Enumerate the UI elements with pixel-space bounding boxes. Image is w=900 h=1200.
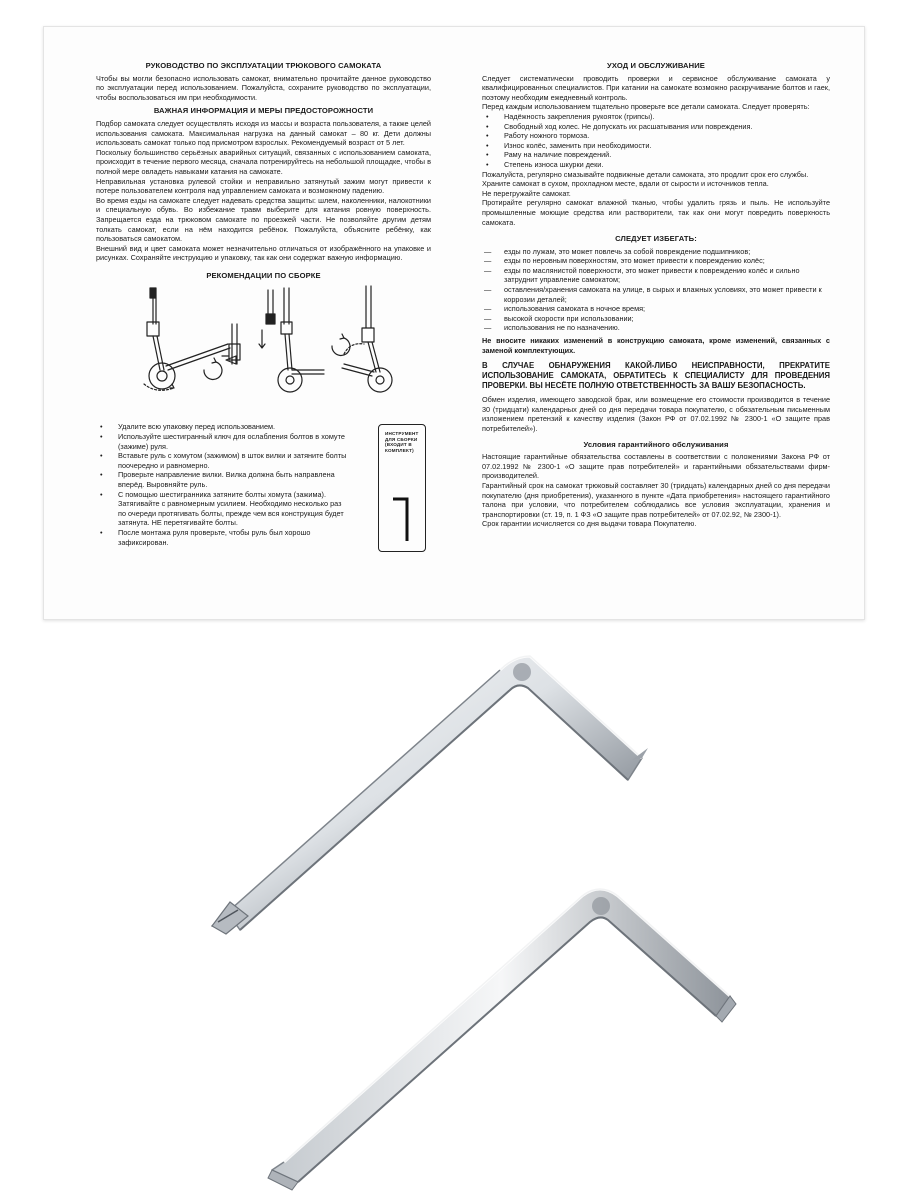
list-item: • Раму на наличие повреждений. [482, 150, 830, 160]
care-note: Не перегружайте самокат. [482, 188, 571, 198]
list-item: • С помощью шестигранника затяните болты хомута (зажима). Затягивайте с равномерным усилием. Необходимо несколько раз по очереди протягивать болты, прежде чем вся конструкция будет затянута. НЕ перетягивайте болты. [96, 490, 351, 528]
list-item: — использования не по назначению. [482, 323, 830, 333]
manual-intro: Чтобы вы могли безопасно использовать самокат, внимательно прочитайте данное руководство по эксплуатации перед использованием. Пожалуйста, сохраните руководство по эксплуатации, чтобы воспользоваться им при необходимости. [96, 73, 431, 102]
avoid-list [482, 247, 830, 333]
safety-paragraph: Во время езды на самокате следует надевать средства защиты: шлем, наколенники, налокотники и специальную обувь. Во избежание травм выберите для катания ровную поверхность. Запрещается езда на трюковом самокате по проезжей части. Не позволяйте другим детям толкать самокат, если на нём находится ребёнок. Пожалуйста, объясните ребёнку, как пользоваться самокатом. [96, 195, 431, 244]
warranty-paragraph: Настоящие гарантийные обязательства составлены в соответствии с положениями Закона РФ от 07.02.1992 № 2300-1 «О защите прав потребителей» и гарантийными обязательствами фирм-производителей. [482, 452, 830, 481]
list-item: — оставления/хранения самоката на улице, в сырых и влажных условиях, это может привести к коррозии деталей; [482, 285, 830, 304]
rotate-arrow-icon [204, 362, 222, 379]
exchange-terms: Обмен изделия, имеющего заводской брак, или возмещение его стоимости производится в течение 30 (тридцати) календарных дней со дня передачи товара покупателю, с обязательным письменным изложением претензий к качеству изделия (Закон РФ от 07.02.1992 № 2300-1 «О защите прав потребителей»). [482, 395, 830, 433]
safety-paragraph: Поскольку большинство серьёзных аварийных ситуаций, связанных с использованием самоката, происходит в течение первого месяца, сначала потренируйтесь на небольшой площадке, чтобы в полной мере овладеть навыками катания на самокате. [96, 147, 431, 176]
list-item: • После монтажа руля проверьте, чтобы руль был хорошо зафиксирован. [96, 528, 351, 547]
tool-included-box [378, 424, 426, 552]
list-item: • Надёжность закрепления рукояток (грипсы). [482, 112, 830, 122]
list-item: — езды по неровным поверхностям, это может привести к повреждению колёс; [482, 256, 830, 266]
manual-title: РУКОВОДСТВО ПО ЭКСПЛУАТАЦИИ ТРЮКОВОГО САМОКАТА [145, 61, 382, 70]
list-item: • Используйте шестигранный ключ для ослабления болтов в хомуте (зажиме) руля. [96, 432, 351, 451]
malfunction-warning: В СЛУЧАЕ ОБНАРУЖЕНИЯ КАКОЙ-ЛИБО НЕИСПРАВНОСТИ, ПРЕКРАТИТЕ ИСПОЛЬЗОВАНИЕ САМОКАТА, ОБРАТИТЕСЬ К СПЕЦИАЛИСТУ ДЛЯ ПРОВЕДЕНИЯ ПРОВЕРКИ. ВЫ НЕСЁТЕ ПОЛНУЮ ОТВЕТСТВЕННОСТЬ ЗА ВАШУ БЕЗОПАСНОСТЬ. [482, 361, 830, 391]
assembly-title: РЕКОМЕНДАЦИИ ПО СБОРКЕ [206, 270, 321, 280]
list-item: — езды по маслянистой поверхности, это может привести к повреждению колёс и сильно затруднит управление самокатом; [482, 266, 830, 285]
care-check-intro: Перед каждым использованием тщательно проверьте все детали самоката. Следует проверять: [482, 102, 810, 112]
toolbox-label: ИНСТРУМЕНТ ДЛЯ СБОРКИ (ВХОДИТ В КОМПЛЕКТ) [385, 431, 419, 453]
no-changes-warning: Не вносите никаких изменений в конструкцию самоката, кроме изменений, связанных с заменой комплектующих. [482, 336, 830, 355]
warranty-paragraph: Гарантийный срок на самокат трюковый составляет 30 (тридцать) календарных дней со дня передачи покупателю (дня приобретения), указанного в пункте «Дата приобретения» настоящего гарантийного талона при условии, что потребителем соблюдались все условия эксплуатации, хранения и транспортировки (ст. 19, п. 1 ФЗ «О защите прав потребителей» от 07.02.92, № 2300-1). [482, 480, 831, 519]
safety-title: ВАЖНАЯ ИНФОРМАЦИЯ И МЕРЫ ПРЕДОСТОРОЖНОСТИ [153, 106, 374, 116]
list-item: — высокой скорости при использовании; [482, 314, 830, 324]
list-item: • Вставьте руль с хомутом (зажимом) в шток вилки и затяните болты поочередно и равномерно. [96, 451, 351, 470]
assembly-steps-section [96, 422, 431, 547]
assembly-illustration [96, 284, 431, 414]
safety-paragraph: Подбор самоката следует осуществлять исходя из массы и возраста пользователя, а также целей использования самоката. Максимальная нагрузка на данный самокат – 80 кг. Дети должны использовать самокат только под присмотром взрослых. Рекомендуемый возраст от 5 лет. [96, 118, 431, 148]
care-note: Протирайте регулярно самокат влажной тканью, чтобы удалить грязь и пыль. Не используйте промышленные моющие средства или растворители, так как они могут повредить поверхность самоката. [482, 198, 830, 227]
warranty-paragraph: Срок гарантии исчисляется со дня выдачи товара Покупателю. [482, 519, 697, 529]
list-item: • Проверьте направление вилки. Вилка должна быть направлена вперёд. Выровняйте руль. [96, 470, 351, 489]
care-note: Храните самокат в сухом, прохладном месте, вдали от сырости и источников тепла. [482, 179, 769, 189]
safety-paragraph: Неправильная установка рулевой стойки и неправильно затянутый зажим могут привести к потере пользователем контроля над управлением самоката и возможному падению. [96, 176, 431, 196]
list-item: • Работу ножного тормоза. [482, 131, 830, 141]
warranty-title: Условия гарантийного обслуживания [583, 439, 729, 449]
hex-key-icon [389, 495, 419, 545]
instruction-sheet [43, 26, 865, 620]
avoid-title: СЛЕДУЕТ ИЗБЕГАТЬ: [615, 234, 697, 244]
list-item: • Степень износа шкурки деки. [482, 160, 830, 170]
list-item: • Удалите всю упаковку перед использованием. [96, 422, 351, 432]
care-note: Пожалуйста, регулярно смазывайте подвижные детали самоката, это продлит срок его службы. [482, 169, 809, 179]
list-item: — использования самоката в ночное время; [482, 304, 830, 314]
care-intro: Следует систематически проводить проверки и сервисное обслуживание самоката у квалифицированных специалистов. При катании на самокате возможно раскручивание болтов и гаек, поэтому необходим ежедневный контроль. [482, 73, 830, 102]
safety-paragraph: Внешний вид и цвет самоката может незначительно отличаться от изображённого на упаковке и рисунках. Сохраняйте инструкцию и упаковку, так как они содержат важную информацию. [96, 243, 431, 263]
left-column [96, 57, 431, 547]
right-column [482, 57, 830, 529]
hex-key-tool-photo [212, 656, 648, 934]
list-item: • Износ колёс, заменить при необходимости. [482, 141, 830, 151]
assembly-steps-list [96, 422, 351, 547]
care-checks-list [482, 112, 830, 170]
scooter-assembly-illustration [96, 284, 431, 414]
hex-key-tool-photo [268, 889, 736, 1190]
list-item: • Свободный ход колес. Не допускать их расшатывания или повреждения. [482, 122, 830, 132]
care-title: УХОД И ОБСЛУЖИВАНИЕ [607, 61, 705, 70]
hex-keys-photo [0, 630, 900, 1200]
list-item: — езды по лужам, это может повлечь за собой повреждение подшипников; [482, 247, 830, 257]
